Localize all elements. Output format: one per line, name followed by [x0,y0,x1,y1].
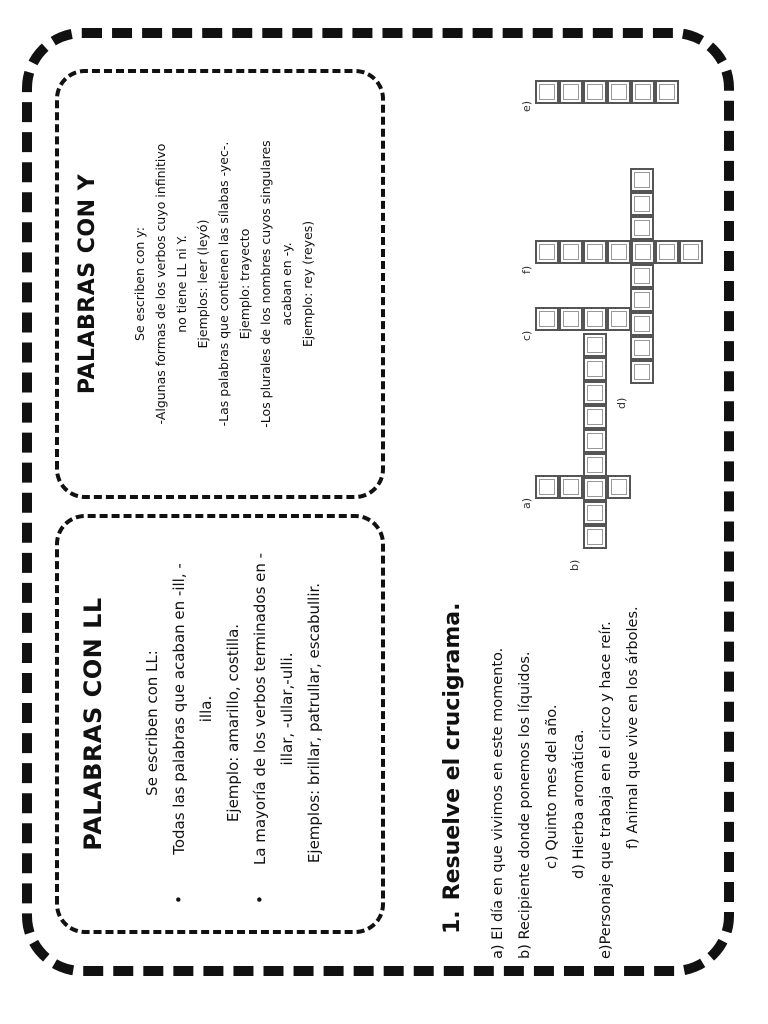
crossword-cell[interactable] [607,307,631,331]
y-line: -Los plurales de los nombres cuyos singulares [258,140,273,428]
exercise-heading [440,603,465,935]
ll-example-2: Ejemplos: brillar, patrullar, escabullir. [305,582,323,864]
crossword-grid [470,54,700,574]
ll-rules-box [55,514,385,934]
y-line: Ejemplo: trayecto [237,228,252,340]
ll-bullet-2-line-1: • La mayoría de los verbos terminados en - [251,552,269,866]
crossword-cell[interactable] [583,240,607,264]
clue-f: f) Animal que vive en los árboles. [625,606,641,849]
ll-example-1: Ejemplo: amarillo, costilla. [224,623,242,823]
ll-bullet-1-line-2: illa. [197,695,215,723]
crossword-cell[interactable] [583,525,607,549]
clue-c: c) Quinto mes del año. [544,704,560,869]
crossword-cell[interactable] [583,381,607,405]
crossword-cell[interactable] [630,192,654,216]
crossword-cell[interactable] [630,312,654,336]
y-line: Ejemplo: rey (reyes) [300,220,315,348]
crossword-cell[interactable] [631,240,655,264]
crossword-cell[interactable] [535,475,559,499]
crossword-cell[interactable] [607,240,631,264]
crossword-cell[interactable] [679,240,703,264]
grid-label-e: e) [520,100,533,112]
ll-intro: Se escriben con LL: [143,650,161,796]
y-line: no tiene LL ni Y. [174,235,189,333]
crossword-cell[interactable] [559,240,583,264]
crossword-cell[interactable] [583,429,607,453]
ll-bullet-1-line-1: • Todas las palabras que acaban en -ill, - [170,563,188,855]
crossword-cell[interactable] [630,216,654,240]
crossword-cell[interactable] [583,307,607,331]
crossword-cell[interactable] [535,240,559,264]
crossword-cell[interactable] [583,405,607,429]
ll-bullet-2-line-2: illar, -ullar,-ulli. [278,652,296,766]
crossword-cell[interactable] [583,501,607,525]
crossword-cell[interactable] [655,240,679,264]
crossword-cell[interactable] [559,475,583,499]
crossword-cell[interactable] [583,477,607,501]
crossword-cell[interactable] [630,168,654,192]
crossword-cell[interactable] [583,333,607,357]
y-line: acaban en -y. [279,242,294,326]
crossword-cell[interactable] [583,453,607,477]
crossword-cell[interactable] [655,80,679,104]
grid-label-f: f) [520,265,533,274]
y-line: Se escriben con y: [132,227,147,341]
ll-box-title: PALABRAS CON LL [79,597,107,851]
y-line: Ejemplos: leer (leyó) [195,219,210,349]
clue-b: b) Recipiente donde ponemos los líquidos. [517,651,533,959]
ll-box-body [139,536,328,910]
crossword-cell[interactable] [630,264,654,288]
crossword-cell[interactable] [559,307,583,331]
clue-a: a) El día en que vivimos en este momento. [490,647,506,959]
crossword-cell[interactable] [630,336,654,360]
crossword-cell[interactable] [607,475,631,499]
y-box-title: PALABRAS CON Y [75,173,100,395]
ll-bullet-1 [166,536,220,910]
y-line: -Algunas formas de los verbos cuyo infinitivo [153,143,168,425]
clue-e: e)Personaje que trabaja en el circo y hace reír. [598,621,614,959]
crossword-cell[interactable] [607,80,631,104]
crossword-cell[interactable] [535,307,559,331]
ll-bullet-2 [247,536,301,910]
crossword-cell[interactable] [583,357,607,381]
grid-label-d: d) [615,397,628,409]
exercise-title: Resuelve el crucigrama. [440,602,465,901]
clue-d: d) Hierba aromática. [571,729,587,879]
crossword-cell[interactable] [583,80,607,104]
y-line: -Las palabras que contienen las sílabas -yec-. [216,141,231,427]
exercise-number: 1. [440,910,465,934]
crossword-cell[interactable] [535,80,559,104]
crossword-cell[interactable] [630,360,654,384]
crossword-cell[interactable] [559,80,583,104]
y-rules-box [55,69,385,499]
grid-label-c: c) [520,330,533,341]
crossword-cell[interactable] [631,80,655,104]
grid-label-a: a) [520,497,533,509]
grid-label-b: b) [568,559,581,571]
y-box-body [129,93,318,475]
crossword-cell[interactable] [630,288,654,312]
